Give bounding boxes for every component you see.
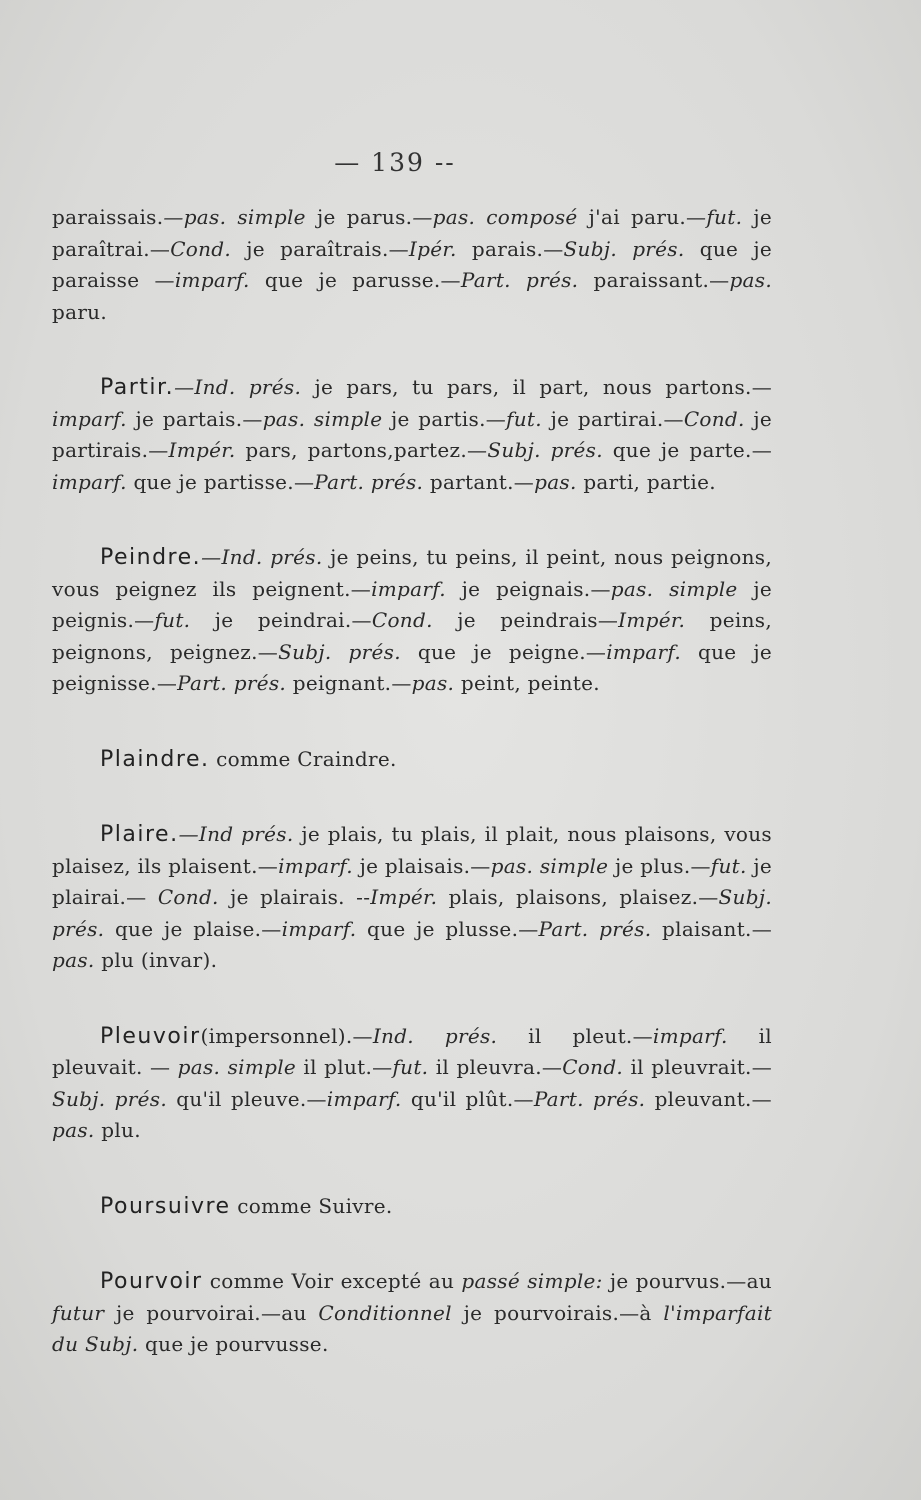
conjugation-text: que je paraisse — [52,236,773,292]
conjugation-text: paraissais. [52,205,164,229]
verb-headword: Pourvoir [100,1269,203,1294]
conjugation-text: je partirai.— [541,406,684,431]
tense-label: —pas. simple [163,205,306,229]
conjugation-text: je paraîtrai.— [52,205,772,261]
tense-label: pas. simple [262,406,383,431]
verb-headword: Pleuvoir [100,1023,201,1049]
verb-headword: Partir. [100,375,175,400]
tense-label: Ind. prés. [372,1023,498,1048]
conjugation-text: partant.— [423,469,535,494]
verb-entry [52,1191,772,1223]
conjugation-text: je peignis.— [52,576,772,632]
conjugation-text: parti, partie. [576,469,716,494]
conjugation-text: je peindrai.— [190,608,372,632]
conjugation-text: je plairai.— [52,853,772,909]
conjugation-text: que je plusse.— [356,916,539,941]
verb-entry [52,542,772,700]
verb-headword: Poursuivre [100,1193,231,1219]
tense-label: Subj. prés. [563,236,685,261]
conjugation-text: il pleuvrait.— [623,1055,773,1079]
conjugation-text: comme Craindre. [209,746,397,771]
tense-label: Part. prés. [533,1086,646,1111]
conjugation-text: je partis.— [382,406,507,431]
conjugation-text: que je pourvusse. [138,1332,329,1356]
tense-label: passé simple: [461,1269,603,1293]
tense-label: Subj. prés. [52,1086,168,1111]
verb-headword: Peindre. [100,545,202,570]
conjugation-text: j'ai paru.— [577,205,707,229]
tense-label: pas. [411,671,455,695]
conjugation-text: que je parte.— [602,438,772,462]
conjugation-text: que je peigne.— [400,639,607,664]
tense-label: imparf. [174,268,250,292]
conjugation-text: je paraîtrais.— [231,236,409,261]
conjugation-text: qu'il plût.— [401,1086,534,1111]
conjugation-text: peignant.— [286,671,412,695]
conjugation-text: je peignais.— [445,576,611,601]
verb-entry [52,819,772,977]
tense-label: Part. prés. [314,469,424,494]
conjugation-text: peint, peinte. [454,671,600,695]
conjugation-text: comme Suivre. [230,1193,393,1218]
conjugation-text: que je peignisse.— [52,639,773,695]
conjugation-text: il pleuvra.— [428,1055,563,1079]
conjugation-text: je partais.— [126,406,263,431]
conjugation-text: il pleuvait. — [52,1023,772,1079]
tense-label: Cond. [157,885,219,909]
tense-label: pas. simple [610,576,738,601]
verb-entry [52,202,772,328]
verb-headword: Plaindre. [100,746,210,772]
tense-label: Ipér. [408,236,457,261]
verb-entry [52,1266,772,1361]
tense-label: imparf. [281,916,357,941]
tense-label: pas. [52,948,95,972]
conjugation-text: pleuvant.— [645,1086,772,1111]
tense-label: fut. [506,406,542,431]
conjugation-text: pars, partons,partez.— [235,438,488,462]
tense-label: Subj. prés. [52,885,772,941]
tense-label: l'imparfait du Subj. [52,1300,772,1356]
tense-label: Impér. [370,885,438,909]
tense-label: pas. simple [177,1055,297,1079]
tense-label: —Ind. prés. [201,545,323,569]
conjugation-text: paraissant.— [578,268,730,292]
tense-label: pas. [534,469,577,494]
conjugation-text: je peindrais— [432,608,619,632]
tense-label: Subj. prés. [487,438,603,462]
conjugation-text: parais.— [456,236,564,261]
conjugation-text: je partirais.— [52,406,772,462]
conjugation-text: que je plaise.— [104,916,282,941]
conjugation-text: je plairais. -- [218,885,371,909]
conjugation-text: je plus.— [608,853,711,878]
tense-label: futur [52,1300,105,1325]
conjugation-text: plu. [94,1118,141,1142]
tense-label: Conditionnel [318,1300,452,1325]
conjugation-text: qu'il pleuve.— [167,1086,327,1111]
tense-label: imparf. [326,1086,402,1111]
conjugation-text: que je partisse.— [126,469,315,494]
conjugation-text: je peins, tu peins, il peint, nous peignons, vous peignez ils peignent.— [52,545,773,601]
conjugation-text: il plut.— [296,1055,393,1079]
conjugation-text: plaisant.— [651,916,773,941]
tense-label: Part. prés. [538,916,652,941]
tense-label: pas. [52,1118,95,1142]
tense-label: pas. [729,268,773,292]
conjugation-text: je parus. [305,205,413,229]
conjugation-text: que je parusse.— [249,268,461,292]
tense-label: Impér. [618,608,686,632]
tense-label: pas. simple [490,853,609,878]
conjugation-text: plu (invar). [94,948,218,972]
verb-entry [52,744,772,776]
tense-label: Cond. [371,608,433,632]
tense-label: imparf. [371,576,446,601]
verb-entry [52,372,772,498]
conjugation-text: plais, plaisons, plaisez.— [437,885,719,909]
tense-label: Subj. prés. [278,639,401,664]
tense-label: Cond. [683,406,745,431]
conjugation-text: je pourvus.—au [602,1269,772,1293]
tense-label: fut. [710,853,747,878]
conjugation-text: comme Voir excepté au [202,1269,462,1293]
tense-label: imparf. [652,1023,728,1048]
tense-label: imparf. [52,469,127,494]
tense-label: fut. [392,1055,429,1079]
tense-label: Part. prés. [177,671,287,695]
conjugation-text: peins, peignons, peignez.— [52,608,772,664]
tense-label: imparf. [278,853,353,878]
tense-label: imparf. [606,639,681,664]
tense-label: fut. [154,608,191,632]
conjugation-text: il pleut.— [497,1023,653,1048]
tense-label: Cond. [562,1055,624,1079]
tense-label: Cond. [170,236,232,261]
tense-label: Impér. [168,438,236,462]
verb-headword: Plaire. [100,822,179,847]
tense-label: —pas. composé [412,205,578,229]
conjugation-text: (impersonnel).— [200,1023,373,1048]
conjugation-text [52,202,772,1361]
conjugation-text: je pourvoirais.—à [451,1300,664,1325]
conjugation-text: je pars, tu pars, il part, nous partons.— [301,375,773,399]
tense-label: —Ind. prés. [174,375,302,399]
conjugation-text: je plaisais.— [352,853,491,878]
verb-entry [52,1021,772,1147]
tense-label: imparf. [52,406,127,431]
conjugation-text: je pourvoirai.—au [104,1300,319,1325]
conjugation-text: paru. [52,299,108,324]
conjugation-text: je plais, tu plais, il plait, nous plaisons, vous plaisez, ils plaisent.— [52,822,772,878]
tense-label: —Ind prés. [178,822,294,846]
tense-label: fut. [706,205,743,229]
tense-label: Part. prés. [460,268,579,292]
page-number: — 139 -- [334,148,456,177]
